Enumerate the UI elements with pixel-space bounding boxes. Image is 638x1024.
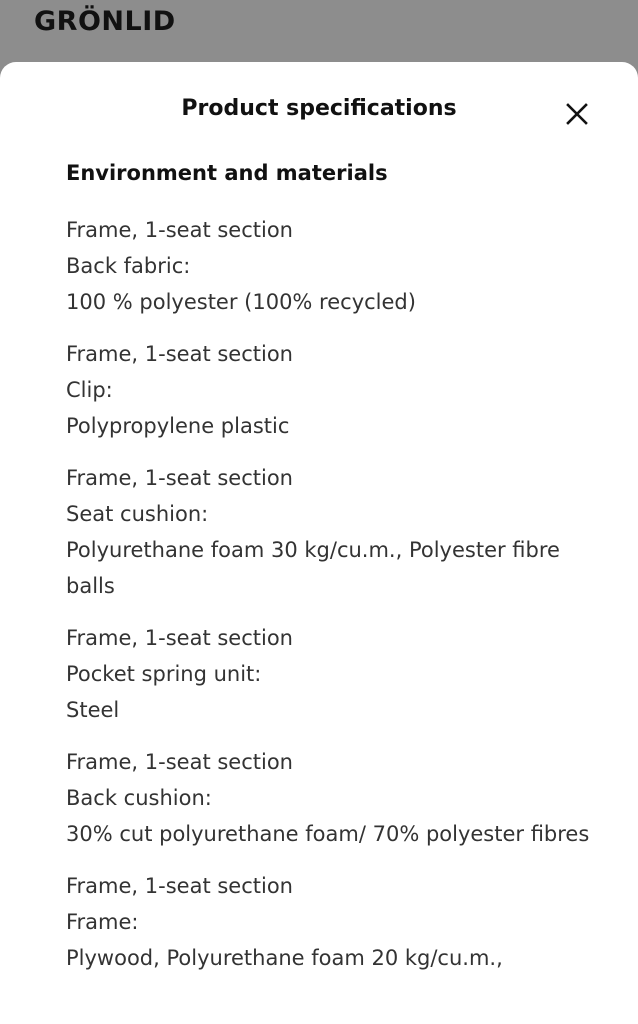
spec-material: Polyurethane foam 30 kg/cu.m., Polyester fibre balls bbox=[66, 538, 560, 598]
spec-item bbox=[66, 620, 598, 728]
spec-material: Polypropylene plastic bbox=[66, 414, 290, 438]
spec-component: Clip: bbox=[66, 378, 113, 402]
spec-item bbox=[66, 460, 598, 604]
spec-material: Steel bbox=[66, 698, 120, 722]
spec-item bbox=[66, 212, 598, 320]
spec-list bbox=[0, 212, 638, 976]
spec-component: Pocket spring unit: bbox=[66, 662, 262, 686]
spec-item bbox=[66, 336, 598, 444]
section-title: Environment and materials bbox=[66, 161, 388, 185]
product-name: GRÖNLID bbox=[34, 6, 176, 37]
close-button[interactable] bbox=[555, 92, 599, 136]
spec-component: Frame: bbox=[66, 910, 139, 934]
spec-material: Plywood, Polyurethane foam 20 kg/cu.m., bbox=[66, 946, 503, 970]
spec-part: Frame, 1-seat section bbox=[66, 342, 293, 366]
spec-component: Seat cushion: bbox=[66, 502, 209, 526]
product-specifications-sheet bbox=[0, 62, 638, 1024]
spec-component: Back cushion: bbox=[66, 786, 212, 810]
sheet-title: Product specifications bbox=[181, 96, 457, 121]
sheet-header bbox=[0, 62, 638, 160]
spec-item bbox=[66, 744, 598, 852]
spec-part: Frame, 1-seat section bbox=[66, 466, 293, 490]
spec-part: Frame, 1-seat section bbox=[66, 218, 293, 242]
spec-part: Frame, 1-seat section bbox=[66, 750, 293, 774]
spec-part: Frame, 1-seat section bbox=[66, 626, 293, 650]
spec-material: 100 % polyester (100% recycled) bbox=[66, 290, 416, 314]
close-icon bbox=[565, 102, 589, 126]
spec-material: 30% cut polyurethane foam/ 70% polyester fibres bbox=[66, 822, 590, 846]
spec-part: Frame, 1-seat section bbox=[66, 874, 293, 898]
spec-item bbox=[66, 868, 598, 976]
spec-component: Back fabric: bbox=[66, 254, 191, 278]
